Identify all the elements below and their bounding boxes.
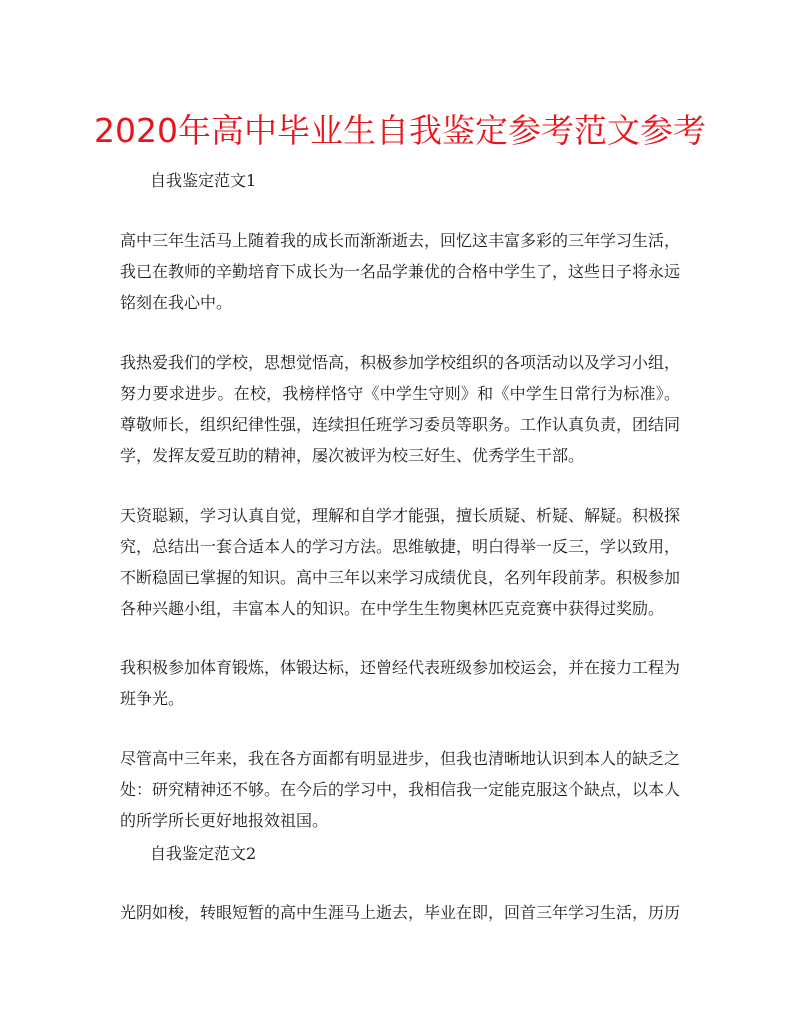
- section-heading-1: 自我鉴定范文1: [150, 171, 257, 190]
- paragraph-3: 天资聪颖，学习认真自觉，理解和自学才能强，擅长质疑、析疑、解疑。积极探究，总结出一套合适本人的学习方法。思维敏捷，明白得举一反三，学以致用，不断稳固已掌握的知识。高中三年以来学习成绩优良，名列年段前茅。积极参加各种兴趣小组，丰富本人的知识。在中学生生物奥林匹克竞赛中获得过奖励。: [120, 506, 681, 618]
- paragraph-5: 尽管高中三年来，我在各方面都有明显进步，但我也清晰地认识到本人的缺乏之处：研究精神还不够。在今后的学习中，我相信我一定能克服这个缺点，以本人的所学所长更好地报效祖国。: [120, 749, 681, 830]
- paragraph-1: 高中三年生活马上随着我的成长而渐渐逝去，回忆这丰富多彩的三年学习生活，我已在教师的辛勤培育下成长为一名品学兼优的合格中学生了，这些日子将永远铭刻在我心中。: [120, 231, 681, 312]
- paragraph-4: 我积极参加体育锻炼，体锻达标，还曾经代表班级参加校运会，并在接力工程为班争光。: [120, 658, 681, 708]
- document-title: 2020年高中毕业生自我鉴定参考范文参考: [94, 111, 706, 150]
- paragraph-6: 光阴如梭，转眼短暂的高中生涯马上逝去，毕业在即，回首三年学习生活，历历: [120, 903, 681, 922]
- paragraph-2: 我热爱我们的学校，思想觉悟高，积极参加学校组织的各项活动以及学习小组，努力要求进步。在校，我榜样恪守《中学生守则》和《中学生日常行为标准》。尊敬师长，组织纪律性强，连续担任班学习委员等职务。工作认真负责，团结同学，发挥友爱互助的精神，屡次被评为校三好生、优秀学生干部。: [120, 353, 681, 465]
- section-heading-2: 自我鉴定范文2: [150, 844, 257, 863]
